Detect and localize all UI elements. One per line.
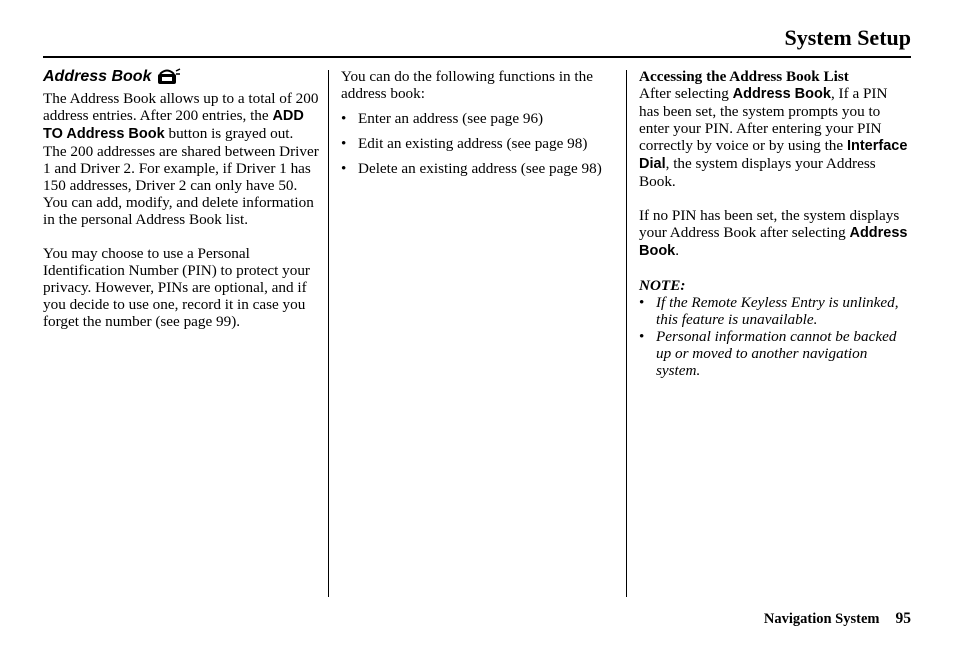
interface-dial-label: Interface Dial — [639, 138, 908, 172]
add-to-address-book-label: ADD TO Address Book — [43, 108, 304, 142]
text-run: If no PIN has been set, the system displays your Address Book after selecting — [639, 207, 900, 241]
section-title — [43, 68, 319, 86]
column-divider-1 — [328, 70, 329, 597]
header-rule — [43, 56, 911, 58]
footer-label: Navigation System — [763, 611, 880, 627]
functions-intro: You can do the following functions in the address book: — [341, 68, 593, 102]
page-number: 95 — [895, 610, 911, 627]
list-item: • Delete an existing address (see page 98) — [341, 160, 617, 177]
intro-paragraph — [43, 90, 319, 228]
accessing-heading: Accessing the Address Book List — [639, 68, 849, 85]
list-item: • Edit an existing address (see page 98) — [341, 135, 617, 152]
column-middle — [341, 68, 617, 185]
text-run: After selecting — [639, 85, 733, 102]
no-pin-paragraph — [639, 207, 911, 260]
text-run: . — [675, 242, 680, 259]
page-title: System Setup — [784, 25, 911, 50]
text-run: button is grayed out. The 200 addresses are shared between Driver 1 and Driver 2. For example, if Driver 1 has 150 addresses, Driver 2 can only have 50. You can add, modify, and delete information in the personal Address Book list. — [43, 125, 319, 228]
functions-list — [341, 110, 617, 177]
note-item: • Personal information cannot be backed up or moved to another navigation system. — [639, 328, 911, 379]
column-divider-2 — [626, 70, 627, 597]
note-item: • If the Remote Keyless Entry is unlinked, this feature is unavailable. — [639, 294, 911, 328]
address-book-label: Address Book — [732, 86, 831, 102]
notes-list — [639, 294, 911, 379]
accessing-paragraph — [639, 85, 911, 190]
voice-command-icon — [157, 68, 181, 86]
column-left — [43, 68, 319, 330]
text-run: The Address Book allows up to a total of 200 address entries. After 200 entries, the — [43, 90, 319, 124]
pin-paragraph: You may choose to use a Personal Identification Number (PIN) to protect your privacy. However, PINs are optional, and if you decide to use one, record it in case you forget the number (see page 99). — [43, 245, 310, 330]
page-footer — [764, 610, 911, 628]
column-right — [639, 68, 911, 379]
address-book-label: Address Book — [639, 225, 908, 259]
list-item: • Enter an address (see page 96) — [341, 110, 617, 127]
section-title-text: Address Book — [43, 68, 152, 85]
text-run: , If a PIN has been set, the system prompts you to enter your PIN. After entering your PIN correctly by voice or by using the — [639, 85, 888, 154]
note-label: NOTE: — [639, 277, 686, 294]
text-run: , the system displays your Address Book. — [639, 155, 876, 190]
